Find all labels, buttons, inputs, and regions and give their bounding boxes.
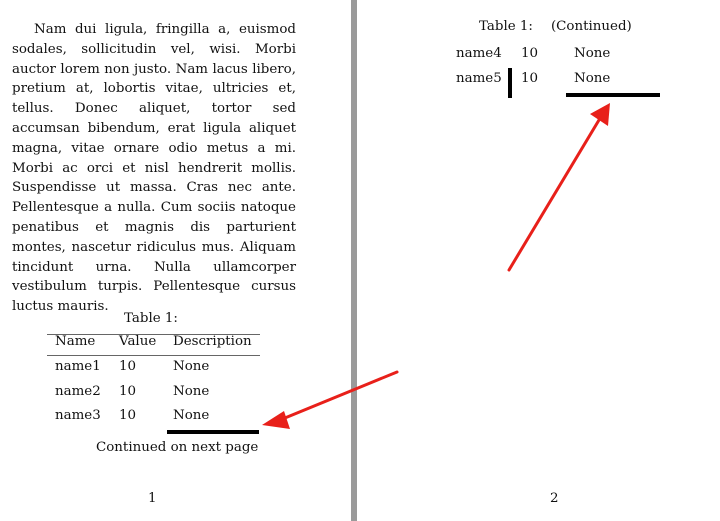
highlight-bar (167, 430, 259, 434)
cell-name: name4 (456, 46, 502, 61)
cell-description: None (173, 384, 210, 399)
cell-value: 10 (521, 71, 539, 86)
header-name: Name (55, 334, 96, 349)
vertical-mark (508, 68, 512, 98)
page-number: 1 (148, 491, 157, 506)
header-value: Value (119, 334, 157, 349)
header-description: Description (173, 334, 252, 349)
cell-value: 10 (119, 384, 137, 399)
table-caption: Table 1: (479, 19, 533, 34)
table-header-rule (47, 355, 260, 356)
highlight-bar (566, 93, 660, 97)
table-part-1 (47, 334, 260, 434)
cell-name: name1 (55, 359, 101, 374)
cell-value: 10 (119, 408, 137, 423)
cell-name: name3 (55, 408, 101, 423)
cell-name: name5 (456, 71, 502, 86)
page-2 (357, 0, 720, 521)
page-1 (0, 0, 351, 521)
cell-value: 10 (521, 46, 539, 61)
table-caption-continued (479, 19, 632, 34)
body-paragraph: Nam dui ligula, fringilla a, euismod sodales, sollicitudin vel, wisi. Morbi auctor lorem non justo. Nam lacus libero, pretium at, lobortis vitae, ultricies et, tellus. Donec aliquet, tortor sed accumsan bibendum, erat ligula aliquet magna, vitae ornare odio metus a mi. Morbi ac orci et nisl hendrerit mollis. Suspendisse ut massa. Cras nec ante. Pellentesque a nulla. Cum sociis natoque penatibus et magnis dis parturient montes, nascetur ridiculus mus. Aliquam tincidunt urna. Nulla ullamcorper vestibulum turpis. Pellentesque cursus luctus mauris. (12, 22, 296, 315)
cell-description: None (574, 71, 611, 86)
page-number: 2 (550, 491, 559, 506)
cell-value: 10 (119, 359, 137, 374)
table-part-2 (456, 46, 662, 106)
cell-description: None (173, 408, 210, 423)
cell-name: name2 (55, 384, 101, 399)
continued-label: (Continued) (550, 19, 632, 34)
table-caption: Table 1: (124, 311, 178, 326)
cell-description: None (574, 46, 611, 61)
continued-note: Continued on next page (96, 440, 259, 455)
cell-description: None (173, 359, 210, 374)
